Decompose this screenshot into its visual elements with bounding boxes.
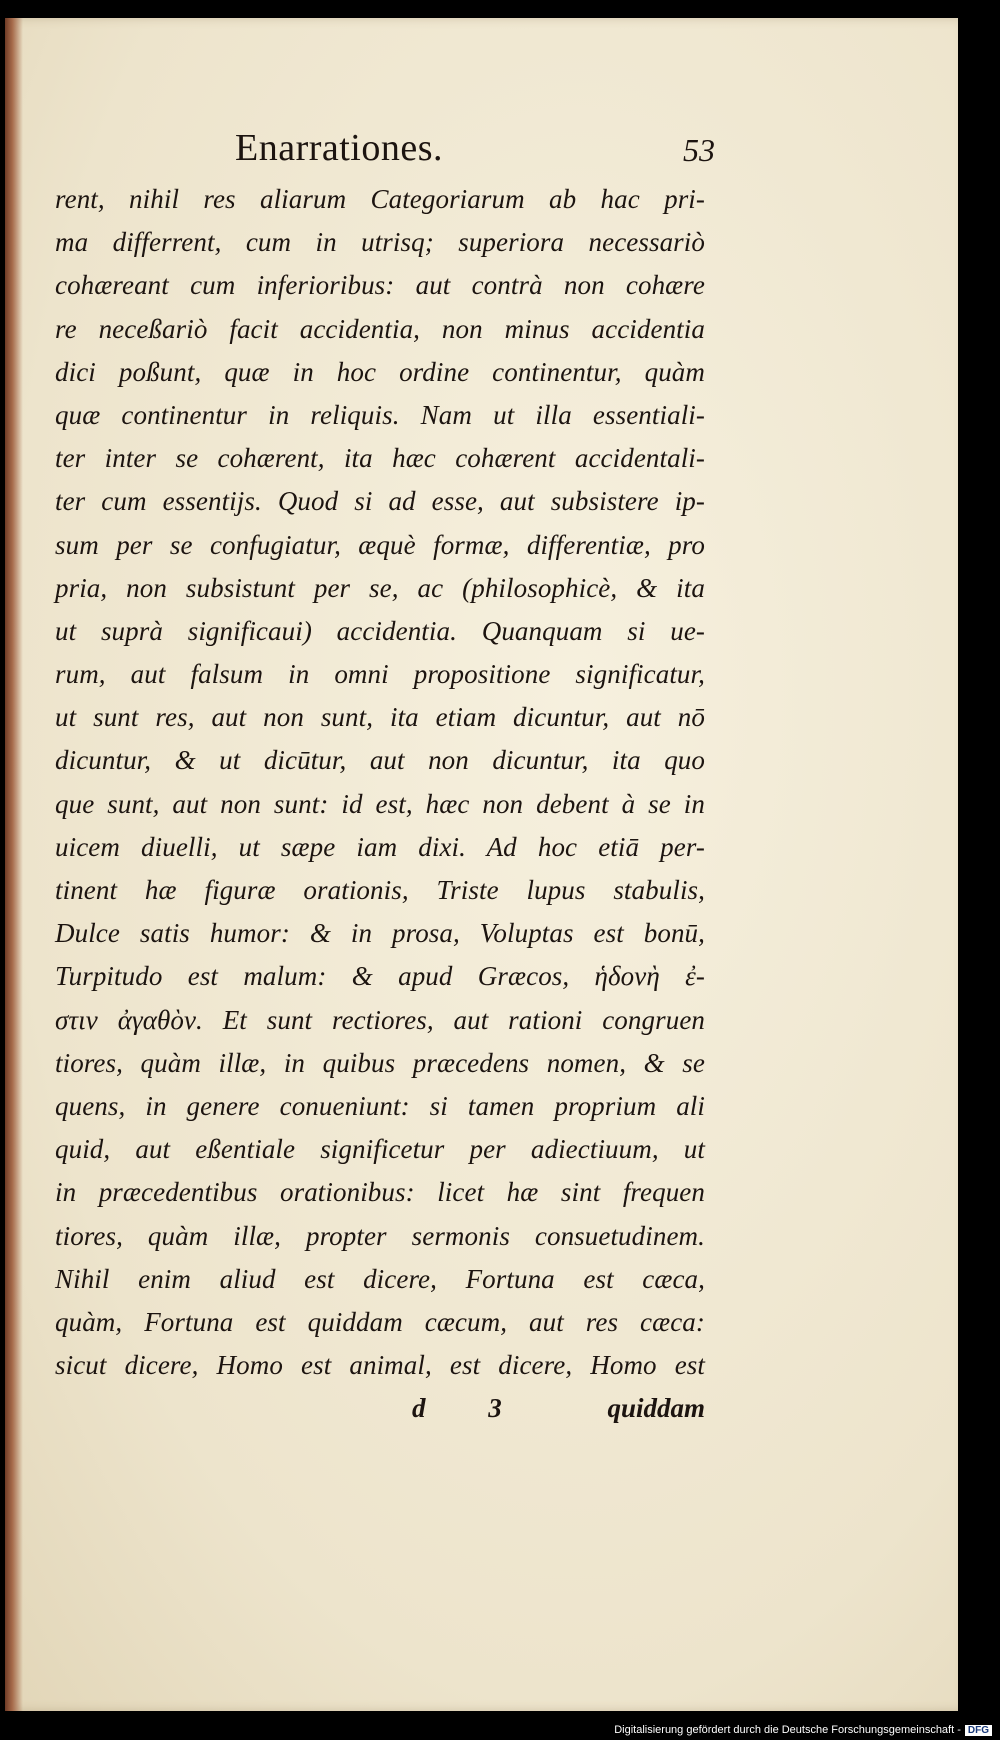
text-line: tiores, quàm illæ, in quibus præcedens nomen, & se — [55, 1047, 705, 1078]
book-page — [5, 18, 958, 1711]
page-number: 53 — [683, 132, 715, 168]
text-line: in præcedentibus orationibus: licet hæ sint frequen — [55, 1177, 705, 1208]
digitization-credit — [614, 1724, 992, 1736]
text-line: cohæreant cum inferioribus: aut contrà non cohære — [55, 270, 705, 301]
text-line: quæ continentur in reliquis. Nam ut illa essentiali- — [55, 399, 705, 430]
page-footer — [55, 1393, 705, 1433]
text-line: re neceßariò facit accidentia, non minus accidentia — [55, 313, 705, 344]
text-line: tinent hæ figuræ orationis, Triste lupus stabulis, — [55, 875, 705, 905]
text-line: dici poßunt, quæ in hoc ordine continentur, quàm — [55, 356, 705, 387]
text-line: pria, non subsistunt per se, ac (philosophicè, & ita — [55, 572, 705, 603]
text-line: quid, aut eßentiale significetur per adiectiuum, ut — [55, 1134, 705, 1165]
text-line: Dulce satis humor: & in prosa, Voluptas est bonū, — [55, 918, 705, 949]
text-line: rent, nihil res aliarum Categoriarum ab hac pri- — [55, 184, 705, 214]
text-line: sum per se confugiatur, æquè formæ, differentiæ, pro — [55, 529, 705, 560]
text-line: tiores, quàm illæ, propter sermonis consuetudinem. — [55, 1220, 705, 1251]
text-line: ma differrent, cum in utrisq; superiora necessariò — [55, 227, 705, 258]
dfg-logo: DFG — [965, 1725, 992, 1736]
text-line: Turpitudo est malum: & apud Græcos, ἡδονὴ ἐ- — [55, 961, 705, 992]
text-line: rum, aut falsum in omni propositione significatur, — [55, 659, 705, 690]
running-header — [235, 126, 715, 176]
text-line: ut sunt res, aut non sunt, ita etiam dicuntur, aut nō — [55, 702, 705, 733]
running-title: Enarrationes. — [235, 127, 444, 169]
signature-mark: d 3 — [412, 1393, 530, 1423]
text-line: ut suprà significaui) accidentia. Quanquam si ue- — [55, 615, 705, 646]
credit-text: Digitalisierung gefördert durch die Deutsche Forschungsgemeinschaft - — [614, 1724, 961, 1736]
text-line: Nihil enim aliud est dicere, Fortuna est cæca, — [55, 1263, 705, 1294]
text-line: ter cum essentijs. Quod si ad esse, aut subsistere ip- — [55, 486, 705, 517]
catchword: quiddam — [607, 1393, 705, 1423]
text-line: quàm, Fortuna est quiddam cæcum, aut res cæca: — [55, 1306, 705, 1337]
text-line: dicuntur, & ut dicūtur, aut non dicuntur, ita quo — [55, 745, 705, 776]
text-line: quens, in genere conueniunt: si tamen proprium ali — [55, 1090, 705, 1121]
text-line: que sunt, aut non sunt: id est, hæc non debent à se in — [55, 788, 705, 819]
text-line: στιν ἀγαθὸν. Et sunt rectiores, aut rationi congruen — [55, 1004, 705, 1035]
text-line: ter inter se cohærent, ita hæc cohærent accidentali- — [55, 443, 705, 474]
text-line: sicut dicere, Homo est animal, est dicere, Homo est — [55, 1350, 705, 1381]
body-text — [55, 178, 705, 1387]
text-line: uicem diuelli, ut sæpe iam dixi. Ad hoc etiā per- — [55, 831, 705, 862]
